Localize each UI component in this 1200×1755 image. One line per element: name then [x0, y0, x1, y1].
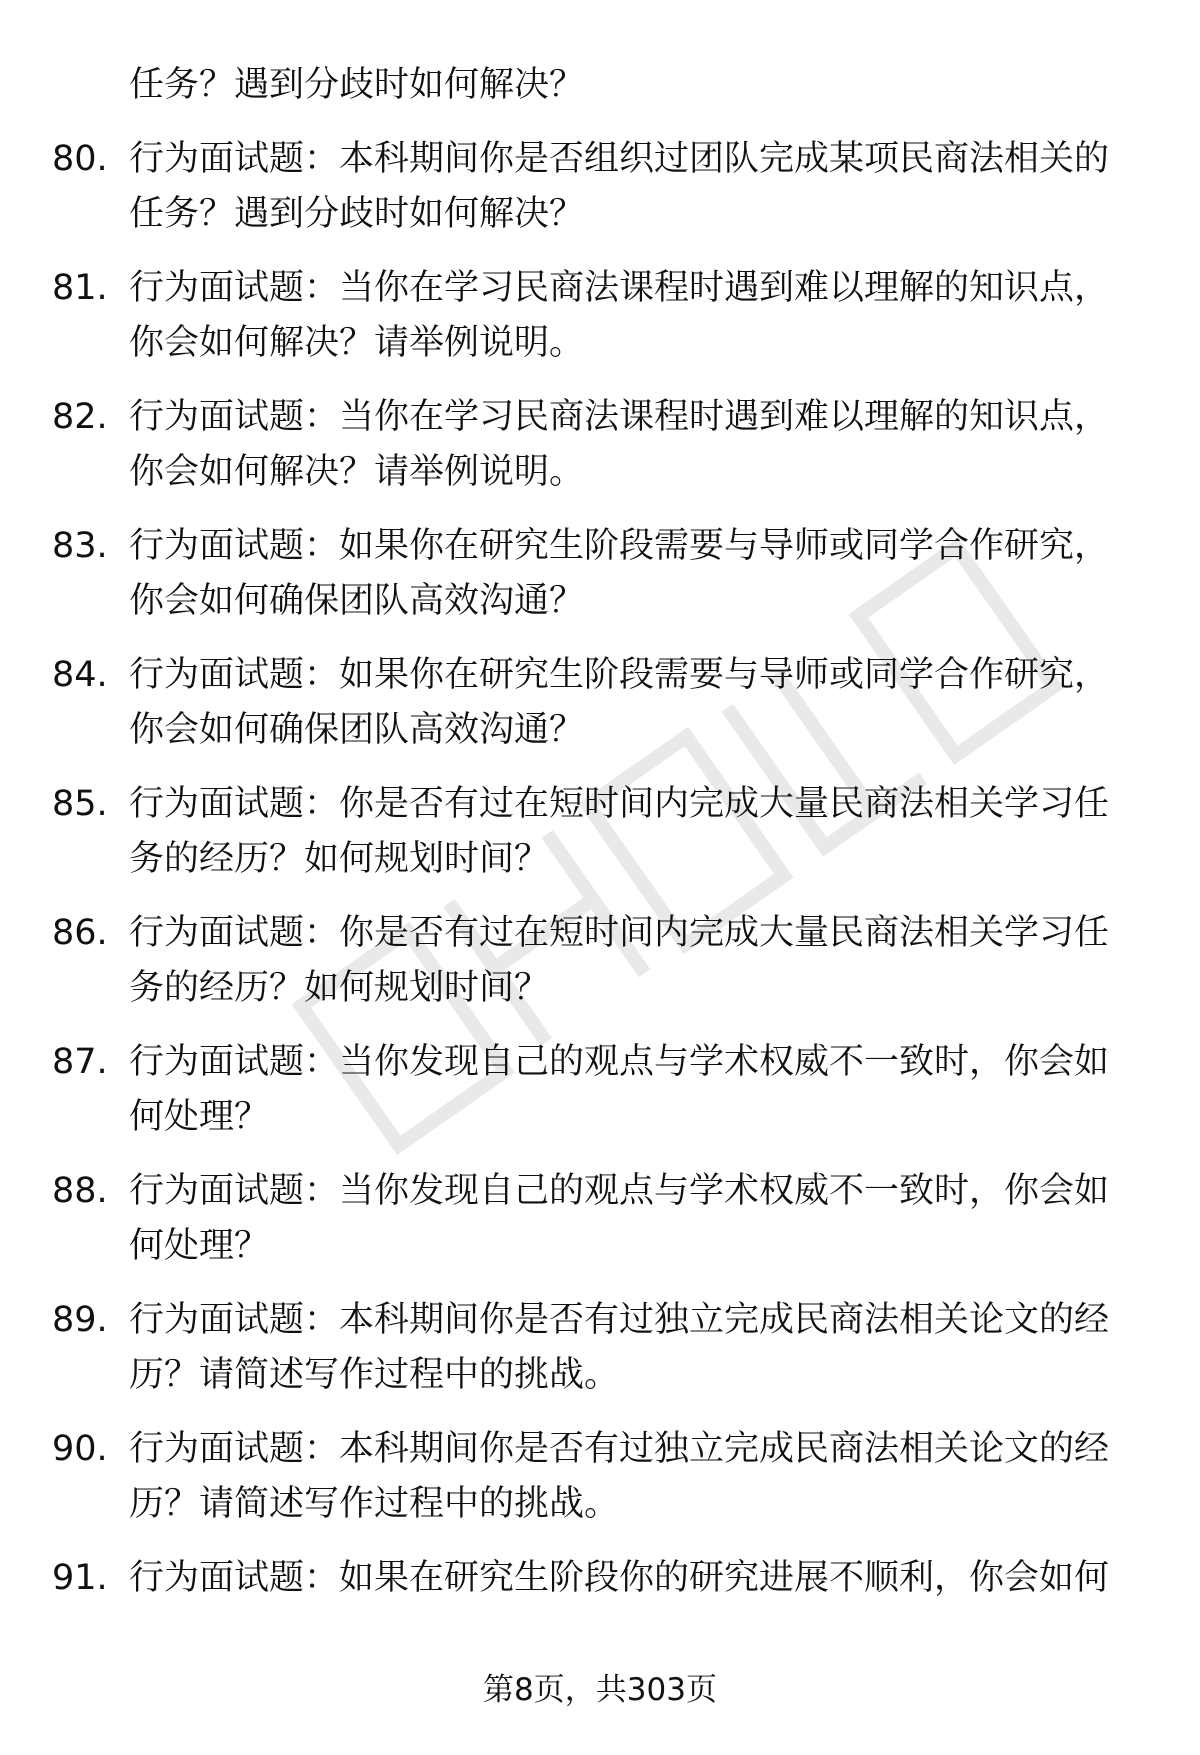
list-item [52, 390, 1142, 500]
item-text: 行为面试题：如果在研究生阶段你的研究进展不顺利，你会如何 [129, 1558, 1110, 1598]
item-number: 87. [52, 1042, 108, 1082]
item-text: 行为面试题：本科期间你是否有过独立完成民商法相关论文的经历？请简述写作过程中的挑战。 [129, 1300, 1110, 1395]
item-number: 85. [52, 784, 108, 824]
list-item [52, 261, 1142, 371]
list-item [52, 906, 1142, 1016]
list-item [52, 1035, 1142, 1145]
list-item [52, 519, 1142, 629]
question-list [52, 58, 1142, 1625]
item-number: 90. [52, 1429, 108, 1469]
list-item [52, 1293, 1142, 1403]
item-text: 行为面试题：本科期间你是否有过独立完成民商法相关论文的经历？请简述写作过程中的挑战。 [129, 1429, 1110, 1524]
item-text: 行为面试题：如果你在研究生阶段需要与导师或同学合作研究，你会如何确保团队高效沟通？ [129, 655, 1110, 750]
item-text: 行为面试题：当你在学习民商法课程时遇到难以理解的知识点，你会如何解决？请举例说明。 [129, 268, 1110, 363]
item-number: 81. [52, 268, 108, 308]
item-number: 86. [52, 913, 108, 953]
item-text: 行为面试题：当你发现自己的观点与学术权威不一致时，你会如何处理？ [129, 1171, 1110, 1266]
item-text: 行为面试题：本科期间你是否组织过团队完成某项民商法相关的任务？遇到分歧时如何解决？ [129, 139, 1110, 234]
continued-line: 任务？遇到分歧时如何解决？ [129, 65, 585, 105]
item-number: 84. [52, 655, 108, 695]
list-item [52, 648, 1142, 758]
item-number: 82. [52, 397, 108, 437]
item-number: 80. [52, 139, 108, 179]
list-item [52, 132, 1142, 242]
item-number: 83. [52, 526, 108, 566]
item-text: 行为面试题：如果你在研究生阶段需要与导师或同学合作研究，你会如何确保团队高效沟通？ [129, 526, 1110, 621]
item-number: 88. [52, 1171, 108, 1211]
list-item [52, 1551, 1142, 1606]
item-number: 91. [52, 1558, 108, 1598]
list-item [52, 777, 1142, 887]
list-item [52, 1422, 1142, 1532]
item-number: 89. [52, 1300, 108, 1340]
list-item [52, 1164, 1142, 1274]
item-text: 行为面试题：当你发现自己的观点与学术权威不一致时，你会如何处理？ [129, 1042, 1110, 1137]
page-footer: 第8页，共303页 [483, 1672, 717, 1708]
item-text: 行为面试题：你是否有过在短时间内完成大量民商法相关学习任务的经历？如何规划时间？ [129, 913, 1110, 1008]
item-text: 行为面试题：你是否有过在短时间内完成大量民商法相关学习任务的经历？如何规划时间？ [129, 784, 1110, 879]
item-text: 行为面试题：当你在学习民商法课程时遇到难以理解的知识点，你会如何解决？请举例说明。 [129, 397, 1110, 492]
